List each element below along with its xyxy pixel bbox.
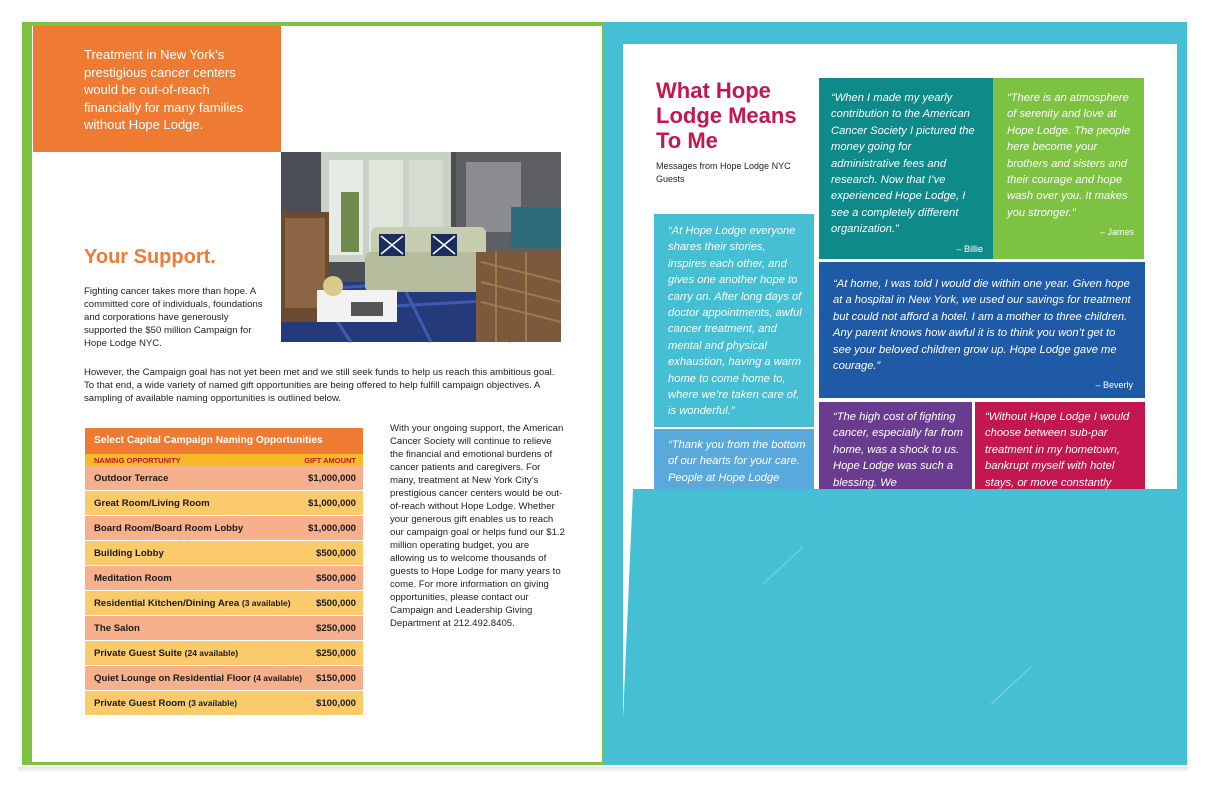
opportunity-name <box>94 623 140 634</box>
support-campaign-paragraph: However, the Campaign goal has not yet been met and we still seek funds to help us reach this ambitious goal. To that end, a wide variety of named gift opportunities are being offered to help fulfill campaign objectives. A sampling of available naming opportunities is outlined below. <box>84 367 555 404</box>
quote-author: – James <box>1099 227 1134 238</box>
folder-pocket <box>621 489 1186 765</box>
opportunity-name <box>94 473 168 484</box>
opportunity-label: Outdoor Terrace <box>94 472 169 484</box>
gift-amount: $1,000,000 <box>307 497 356 509</box>
page-shadow <box>18 767 1188 773</box>
page-subtitle: Messages from Hope Lodge NYC Guests <box>656 161 791 184</box>
quote-text: “At Hope Lodge everyone shares their stories, inspires each other, and gives one another hope to carry on. After long days of doctor appointments, awful cancer treatment, and mental and physical exhaustion, having a warm home to come home to, where we’re taken care of, is wonderful.” <box>668 225 802 418</box>
quote-beverly <box>819 262 1145 398</box>
opportunity-label: Building Lobby <box>94 547 164 559</box>
gift-amount: $1,000,000 <box>307 472 356 484</box>
quote-text: “There is an atmosphere of serenity and love at Hope Lodge. The people here become your brothers and sisters and their courage and hope wash over you. It makes you stronger.” <box>1007 92 1131 219</box>
opportunity-name <box>94 573 172 584</box>
table-row <box>85 691 363 716</box>
support-ongoing-paragraph: With your ongoing support, the American Cancer Society will continue to relieve the financial and emotional burdens of cancer patients and caregivers. For many, treatment at New York City’s prestigious cancer centers would be out-of-reach without Hope Lodge. Whether your generous gift enables us to reach our campaign goal or helps fund our $1.2 million operating budget, you are allowing us to welcome thousands of guests to Hope Lodge for many years to come. For more information on giving opportunities, please contact our Campaign and Leadership Giving Department at 212.492.8405. <box>390 423 565 629</box>
quote-author: – Billie <box>956 243 983 254</box>
gift-amount: $250,000 <box>315 647 356 659</box>
quote-text: “Without Hope Lodge I would choose between sub-par treatment in my hometown, bankrupt myself with hotel stays, or move constantly <box>985 411 1130 489</box>
lounge-photo-illustration <box>281 152 561 342</box>
opportunity-label: Board Room/Board Room Lobby <box>94 522 244 534</box>
column-header-opportunity: NAMING OPPORTUNITY <box>94 456 181 465</box>
availability-note: (4 available) <box>253 672 303 683</box>
page-title: What Hope Lodge Means To Me <box>656 78 797 153</box>
availability-note: (3 available) <box>241 597 291 608</box>
table-row <box>85 541 363 566</box>
opportunity-name <box>94 498 210 509</box>
opportunity-label: Residential Kitchen/Dining Area <box>94 597 240 609</box>
gift-amount: $250,000 <box>315 622 356 634</box>
support-intro-paragraph: Fighting cancer takes more than hope. A committed core of individuals, foundations and corporations have generously supported the $50 million Campaign for Hope Lodge NYC. <box>84 286 263 349</box>
table-row <box>85 516 363 541</box>
quote-high-cost <box>819 402 972 492</box>
gift-amount: $500,000 <box>315 572 356 584</box>
gift-amount: $100,000 <box>315 697 356 709</box>
callout-text: Treatment in New York’s prestigious cancer centers would be out-of-reach financially for many families without Hope Lodge. <box>84 47 243 132</box>
quote-text: “The high cost of fighting cancer, especially far from home, was a shock to us. Hope Lodge was such a blessing. We <box>833 411 963 489</box>
opportunity-label: Meditation Room <box>94 572 172 584</box>
opportunity-label: Quiet Lounge on Residential Floor <box>94 672 251 684</box>
column-header-amount: GIFT AMOUNT <box>304 456 356 465</box>
opportunity-name <box>94 523 243 534</box>
gift-amount: $500,000 <box>315 547 356 559</box>
table-row <box>85 466 363 491</box>
opportunity-name <box>94 698 237 709</box>
support-heading: Your Support. <box>84 246 216 268</box>
opportunity-label: The Salon <box>94 622 140 634</box>
table-row <box>85 666 363 691</box>
quote-billie <box>819 78 993 259</box>
gift-amount: $1,000,000 <box>307 522 356 534</box>
table-header <box>85 454 363 466</box>
availability-note: (24 available) <box>184 647 239 658</box>
quote-without-hope-lodge <box>975 402 1145 492</box>
naming-opportunities-table <box>85 428 363 716</box>
quote-text: “When I made my yearly contribution to the American Cancer Society I pictured the money going for administrative fees and research. Now that I’ve experienced Hope Lodge, I see a completely different organization.” <box>831 92 975 236</box>
quote-text: “Thank you from the bottom of our hearts for your care. People at Hope Lodge <box>668 439 806 484</box>
opportunity-name <box>94 548 164 559</box>
opportunity-name <box>94 673 302 684</box>
table-row <box>85 566 363 591</box>
quote-author: – Beverly <box>1095 380 1133 391</box>
table-row <box>85 616 363 641</box>
gift-amount: $150,000 <box>315 672 356 684</box>
opportunity-label: Private Guest Room <box>94 697 186 709</box>
table-row <box>85 641 363 666</box>
opportunity-label: Great Room/Living Room <box>94 497 210 509</box>
opportunity-name <box>94 648 238 659</box>
quote-text: “At home, I was told I would die within one year. Given hope at a hospital in New York, we used our savings for treatment but could not afford a hotel. I am a mother to three children. Any parent knows how awful it is to think you won’t get to see your beloved children grow up. Hope Lodge gave me courage.” <box>833 278 1131 373</box>
table-row <box>85 491 363 516</box>
opportunity-label: Private Guest Suite <box>94 647 182 659</box>
lounge-photo <box>281 152 561 342</box>
quote-james <box>993 78 1144 259</box>
table-title: Select Capital Campaign Naming Opportunities <box>85 428 363 454</box>
availability-note: (3 available) <box>188 697 238 708</box>
quote-abraham <box>654 214 814 427</box>
opportunity-name <box>94 598 291 609</box>
table-row <box>85 591 363 616</box>
gift-amount: $500,000 <box>315 597 356 609</box>
callout-box <box>33 26 281 152</box>
